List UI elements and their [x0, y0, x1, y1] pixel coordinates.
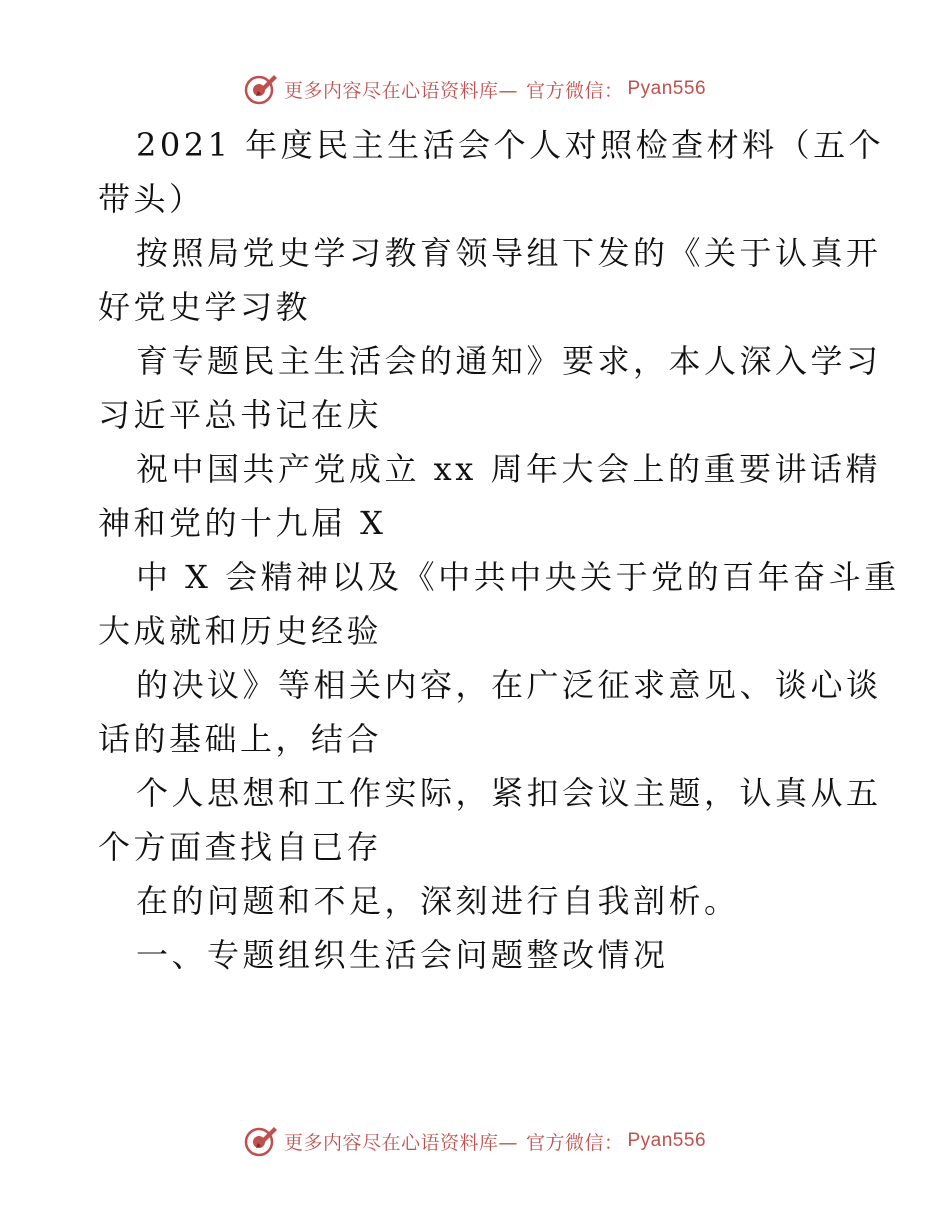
text-line: 的决议》等相关内容，在广泛征求意见、谈心谈 [136, 666, 882, 704]
text-line: 2021 年度民主生活会个人对照检查材料（五个 [136, 126, 885, 164]
text-line: 一、专题组织生活会问题整改情况 [136, 936, 669, 974]
text-line: 话的基础上，结合 [98, 720, 383, 758]
text-line: 在的问题和不足，深刻进行自我剖析。 [136, 882, 740, 920]
watermark-wechat-id: Pyan556 [627, 1130, 707, 1151]
text-line: 神和党的十九届 X [98, 504, 387, 542]
pen-logo-icon [244, 1124, 278, 1158]
watermark-footer [0, 1124, 950, 1158]
text-line: 育专题民主生活会的通知》要求，本人深入学习 [136, 342, 882, 380]
watermark-wechat-id: Pyan556 [627, 78, 707, 99]
text-line: 带头） [98, 180, 205, 218]
watermark-header [0, 72, 950, 106]
watermark-text: 更多内容尽在心语资料库— [283, 79, 518, 102]
text-line: 中 X 会精神以及《中共中央关于党的百年奋斗重 [136, 558, 900, 596]
text-line: 大成就和历史经验 [98, 612, 383, 650]
text-line: 个人思想和工作实际，紧扣会议主题，认真从五 [136, 774, 882, 812]
text-line: 习近平总书记在庆 [98, 396, 383, 434]
pen-logo-icon [244, 72, 278, 106]
watermark-wechat-label: 官方微信： [525, 79, 624, 102]
text-line: 个方面查找自已存 [98, 828, 383, 866]
watermark-text: 更多内容尽在心语资料库— [283, 1131, 518, 1154]
text-line: 祝中国共产党成立 xx 周年大会上的重要讲话精 [136, 450, 881, 488]
text-line: 好党史学习教 [98, 288, 312, 326]
document-body [98, 118, 900, 982]
watermark-wechat-label: 官方微信： [525, 1131, 624, 1154]
text-line: 按照局党史学习教育领导组下发的《关于认真开 [136, 234, 882, 272]
